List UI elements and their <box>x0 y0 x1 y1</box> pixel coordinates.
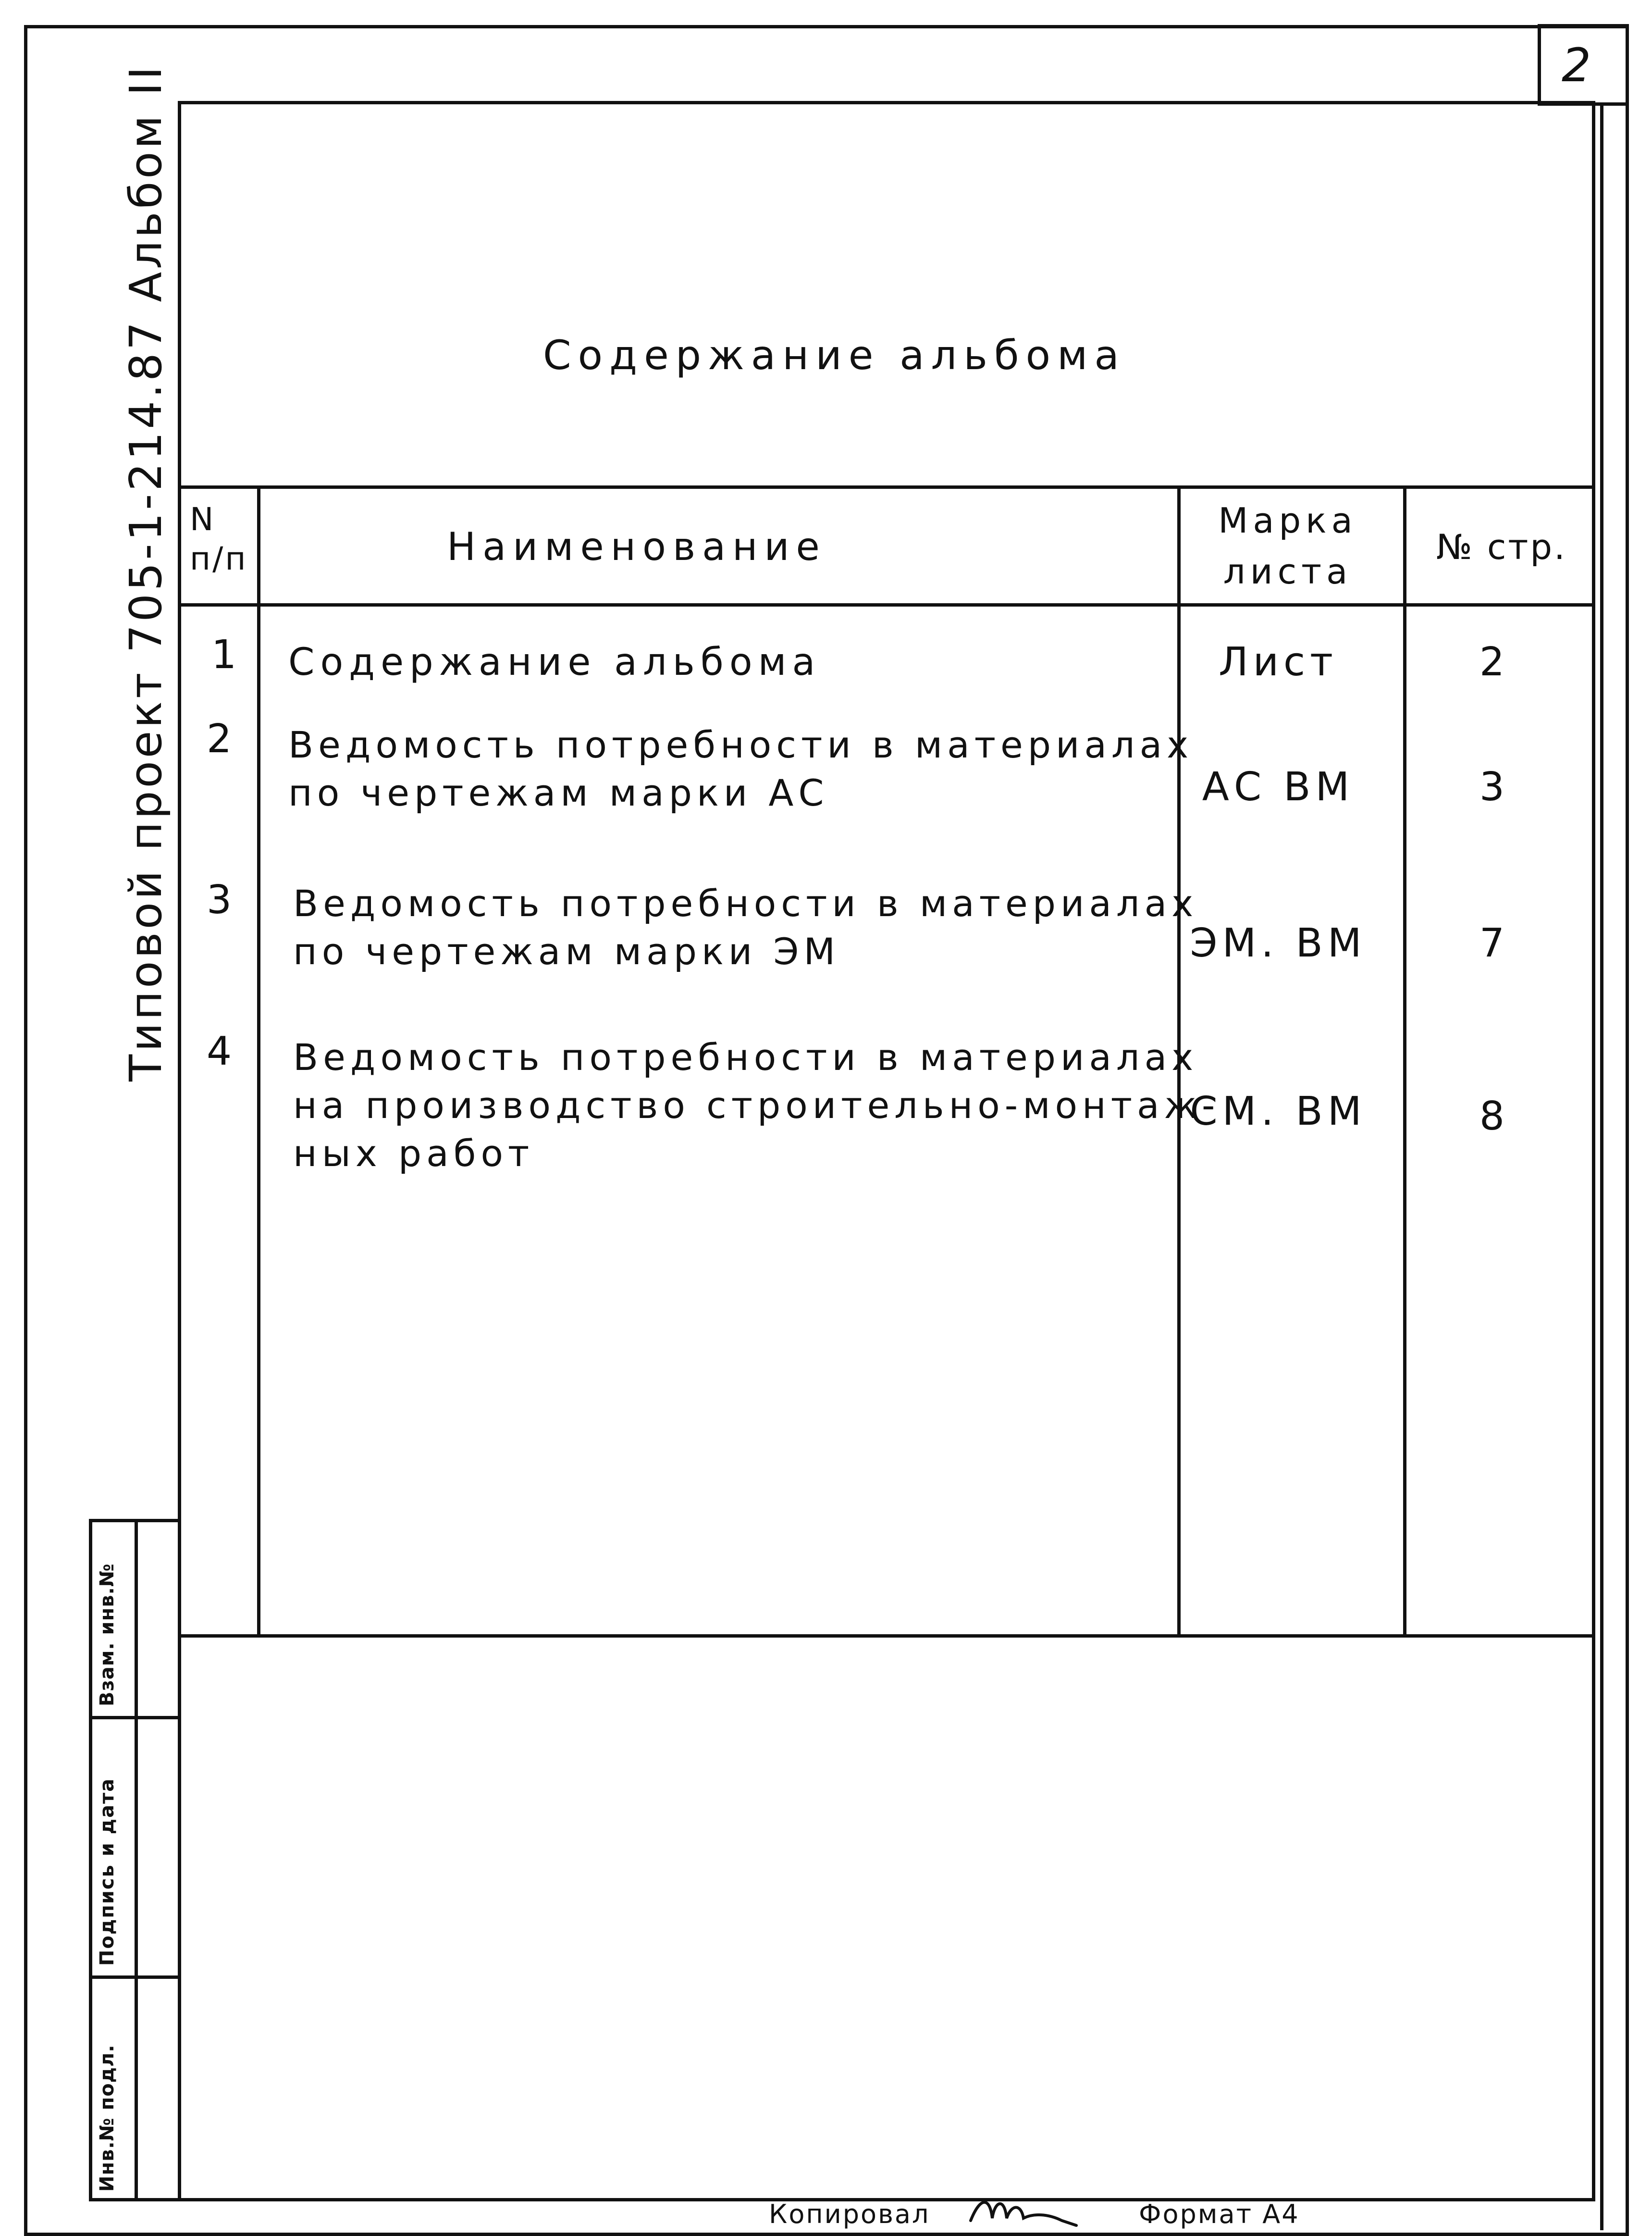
frame-double-line <box>1600 106 1603 2230</box>
copier-signature <box>966 2192 1081 2232</box>
row-3-num: 3 <box>207 877 237 923</box>
stamp-inv-podl: Инв.№ подл. <box>96 2044 118 2192</box>
row-4-mark: СМ. ВМ <box>1190 1089 1367 1134</box>
row-4-name-line-1: Ведомость потребности в материалах <box>293 1036 1198 1079</box>
row-1-page: 2 <box>1479 639 1510 685</box>
header-name: Наименование <box>447 524 826 569</box>
row-4-name-line-3: ных работ <box>293 1132 534 1175</box>
footer-format: Формат А4 <box>1139 2199 1300 2229</box>
header-num-line-2: п/п <box>190 540 248 577</box>
stamp-inner-line <box>135 1519 138 2201</box>
header-mark-line-2: листа <box>1223 551 1353 592</box>
row-2-num: 2 <box>207 716 237 762</box>
row-1-name <box>288 639 821 685</box>
row-3-name-line-1: Ведомость потребности в материалах <box>293 882 1198 925</box>
page-title: Содержание альбома <box>543 332 1126 379</box>
page-number: 2 <box>1562 38 1596 92</box>
header-mark <box>1187 495 1389 597</box>
stamp-podpis-data: Подпись и дата <box>96 1777 118 1966</box>
col-divider-3 <box>1403 485 1406 1637</box>
row-2-mark: АС ВМ <box>1202 764 1355 810</box>
footer-copied: Копировал <box>769 2199 930 2229</box>
col-divider-1 <box>257 485 260 1637</box>
header-num-line-1: N <box>190 501 216 538</box>
row-2-name <box>288 721 1193 817</box>
header-page: № стр. <box>1436 527 1567 567</box>
row-3-name-line-2: по чертежам марки ЭМ <box>293 930 840 973</box>
row-2-name-line-2: по чертежам марки АС <box>288 771 829 814</box>
row-4-name-line-2: на производство строительно-монтаж- <box>293 1084 1220 1127</box>
stamp-vzam-inv: Взам. инв.№ <box>96 1563 118 1706</box>
row-3-page: 7 <box>1479 920 1510 966</box>
row-4-name <box>293 1033 1220 1178</box>
row-4-page: 8 <box>1479 1093 1510 1139</box>
row-3-name <box>293 880 1198 976</box>
header-mark-line-1: Марка <box>1218 500 1357 541</box>
row-1-mark: Лист <box>1219 639 1338 685</box>
row-4-num: 4 <box>207 1029 237 1074</box>
side-title: Типовой проект 705-1-214.87 Альбом II <box>120 63 172 1081</box>
table-header-line <box>178 603 1595 607</box>
row-2-page: 3 <box>1479 764 1510 810</box>
row-3-mark: ЭМ. ВМ <box>1190 920 1367 966</box>
row-1-name-line-1: Содержание альбома <box>288 641 821 684</box>
table-bottom-line <box>178 1634 1595 1638</box>
row-2-name-line-1: Ведомость потребности в материалах <box>288 723 1194 766</box>
table-top-line <box>178 485 1595 489</box>
row-1-num: 1 <box>211 632 242 678</box>
header-num <box>190 500 248 579</box>
